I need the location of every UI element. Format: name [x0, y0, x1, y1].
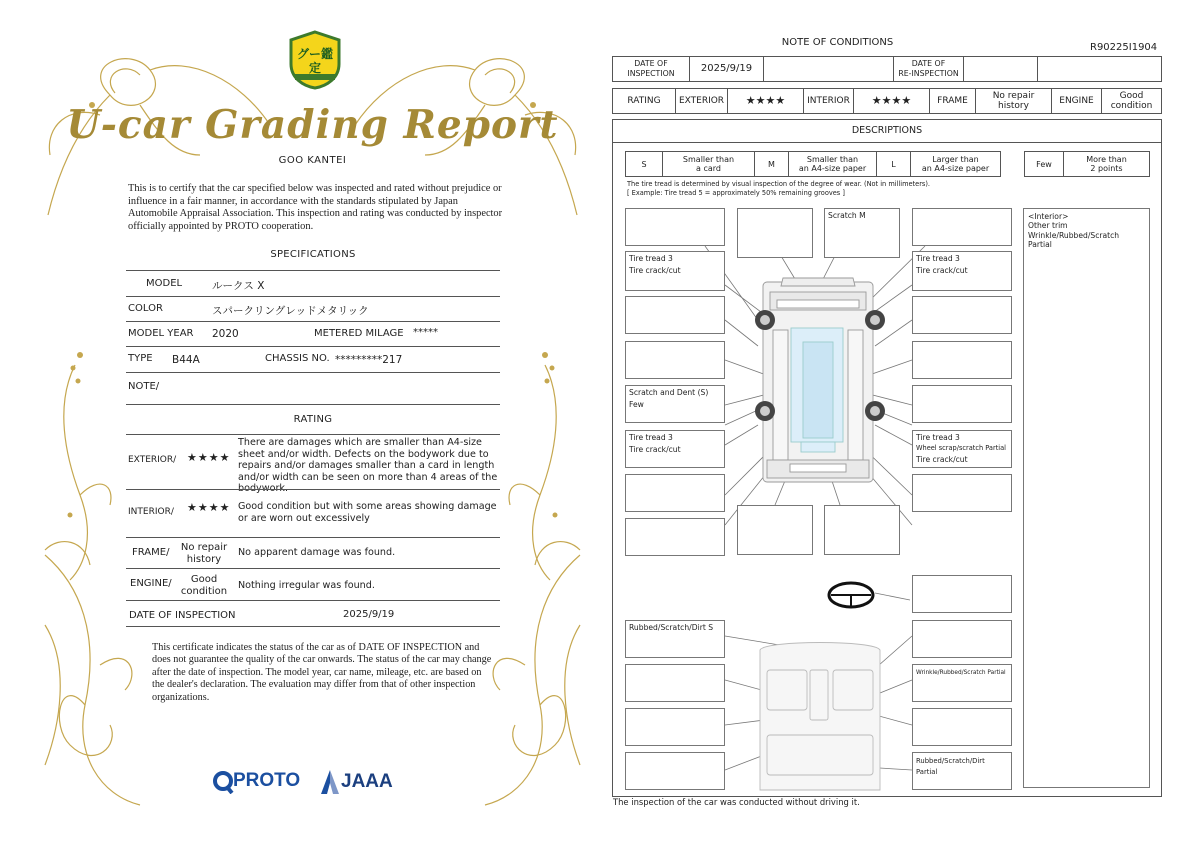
- condition-box-left-side: Scratch and Dent (S) Few: [625, 385, 725, 423]
- date-label-line-2: INSPECTION: [627, 69, 675, 78]
- rating-label: RATING: [627, 96, 661, 106]
- engine-value: [175, 574, 233, 597]
- right-rear-tire-line-1: Tire tread 3: [916, 433, 960, 442]
- divider: [126, 296, 500, 297]
- condition-box-interior-left-4: [625, 752, 725, 790]
- condition-box-right-7: [912, 474, 1012, 512]
- mileage-label: METERED MILAGE: [314, 328, 404, 339]
- grading-certificate: [40, 25, 585, 820]
- certificate-intro: This is to certify that the car specified below was inspected and rated without prejudice or influence in a fair manner, in accordance with the standards stipulated by Japan Automobile Appraisal Association. This inspection and rating was conducted by inspector officially appointed by PROTO cooperation.: [128, 183, 503, 232]
- legend-s-desc-2: a card: [696, 164, 721, 173]
- right-front-tire-line-2: Tire crack/cut: [916, 266, 968, 275]
- frame-value: [175, 542, 233, 565]
- divider: [126, 568, 500, 569]
- exterior-stars: ★★★★: [187, 451, 231, 464]
- divider: [126, 489, 500, 490]
- legend-m-desc-2: an A4-size paper: [798, 164, 867, 173]
- condition-box-interior-right-3: [912, 708, 1012, 746]
- condition-box-interior-left-2: [625, 664, 725, 702]
- divider: [126, 346, 500, 347]
- condition-box-right-5: [912, 385, 1012, 423]
- legend-s: S: [641, 159, 647, 169]
- right-rear-tire-line-2: Wheel scrap/scratch Partial: [916, 444, 1006, 452]
- date-of-inspection-label: DATE OF INSPECTION: [129, 610, 236, 621]
- model-value: ルークス X: [212, 280, 265, 292]
- proto-logo-text: PROTO: [233, 770, 301, 791]
- type-value: B44A: [172, 354, 200, 366]
- left-front-tire-line-2: Tire crack/cut: [629, 266, 681, 275]
- reinspect-label-line-2: RE-INSPECTION: [898, 69, 959, 78]
- left-rear-tire-line-2: Tire crack/cut: [629, 445, 681, 454]
- interior-notes-line-1: <Interior>: [1028, 212, 1069, 221]
- condition-box-interior-dash: Rubbed/Scratch/Dirt S: [625, 620, 725, 658]
- condition-box-left-1: [625, 208, 725, 246]
- model-year-value: 2020: [212, 328, 239, 340]
- rating-heading: RATING: [293, 414, 333, 425]
- right-rear-tire-line-3: Tire crack/cut: [916, 455, 968, 464]
- model-label: MODEL: [146, 278, 183, 289]
- frame-value-line-2: history: [998, 101, 1029, 111]
- frame-label: FRAME: [929, 89, 975, 113]
- divider: [126, 321, 500, 322]
- condition-box-right-front-tire: [912, 251, 1012, 291]
- interior-label: INTERIOR/: [128, 507, 174, 517]
- engine-value-line-2: condition: [180, 585, 228, 597]
- divider: [126, 626, 500, 627]
- condition-box-left-rear-tire: [625, 430, 725, 468]
- interior-stars: ★★★★: [853, 89, 929, 113]
- engine-value-line-2: condition: [1110, 101, 1153, 111]
- legend-l-desc-1: Larger than: [932, 155, 979, 164]
- condition-box-left-7: [625, 474, 725, 512]
- condition-box-interior-seat-right: Wrinkle/Rubbed/Scratch Partial: [912, 664, 1012, 702]
- engine-value-line-1: Good: [1119, 91, 1144, 101]
- engine-value-line-1: Good: [190, 574, 218, 585]
- divider: [126, 600, 500, 601]
- left-rear-tire-line-1: Tire tread 3: [629, 433, 673, 442]
- legend-m-desc-1: Smaller than: [806, 155, 859, 164]
- legend-few-desc-1: More than: [1086, 155, 1127, 164]
- exterior-label: EXTERIOR: [675, 89, 727, 113]
- tire-tread-note-1: The tire tread is determined by visual inspection of the degree of wear. (Not in millimeters).: [627, 180, 931, 188]
- condition-box-interior-left-3: [625, 708, 725, 746]
- color-value: スパークリングレッドメタリック: [212, 305, 369, 317]
- interior-label: INTERIOR: [803, 89, 853, 113]
- descriptions-heading: DESCRIPTIONS: [612, 119, 1162, 143]
- condition-box-right-rear-tire: [912, 430, 1012, 468]
- divider: [126, 404, 500, 405]
- color-label: COLOR: [128, 303, 163, 314]
- steering-wheel-icon: [829, 583, 873, 607]
- condition-box-right-3: [912, 296, 1012, 334]
- exterior-description: There are damages which are smaller than A4-size sheet and/or width. Defects on the bodywork due to repairs and/or damages smaller than a card in length and/or width can be seen on more than 4 areas of the bodywork.: [238, 437, 498, 495]
- condition-box-left-8: [625, 518, 725, 556]
- condition-box-bottom-center: [824, 505, 900, 555]
- exterior-label: EXTERIOR/: [128, 455, 177, 465]
- badge-text: グー鑑定: [296, 47, 333, 75]
- frame-value-line-1: No repair: [992, 91, 1035, 101]
- specifications-heading: SPECIFICATIONS: [270, 249, 356, 260]
- reinspect-label-line-1: DATE OF: [911, 59, 946, 68]
- divider: [126, 372, 500, 373]
- condition-box-left-front-tire: [625, 251, 725, 291]
- left-front-tire-line-1: Tire tread 3: [629, 254, 673, 263]
- model-year-label: MODEL YEAR: [128, 328, 194, 339]
- legend-l-desc-2: an A4-size paper: [921, 164, 990, 173]
- engine-label: ENGINE/: [130, 578, 172, 589]
- condition-box-top-center: Scratch M: [824, 208, 900, 258]
- legend-m: M: [754, 152, 788, 176]
- proto-logo-icon: [212, 770, 234, 794]
- legend-l: L: [876, 152, 910, 176]
- certificate-footer: This certificate indicates the status of the car as of DATE OF INSPECTION and does not guarantee the quality of the car onwards. The status of the car may change after the date of inspection. The model year, car name, mileage, etc. are based on the dealer's declaration. The evaluation may differ from that of other inspection organizations.: [152, 642, 492, 703]
- frame-value-line-1: No repair: [180, 542, 228, 553]
- sheet-title: NOTE OF CONDITIONS: [781, 37, 894, 48]
- engine-description: Nothing irregular was found.: [238, 580, 375, 591]
- sheet-footer: The inspection of the car was conducted without driving it.: [613, 797, 860, 807]
- condition-box-interior-rear-right: Rubbed/Scratch/Dirt Partial: [912, 752, 1012, 790]
- frame-description: No apparent damage was found.: [238, 547, 396, 558]
- legend-few-desc-2: 2 points: [1090, 164, 1123, 173]
- legend-few: Few: [1036, 159, 1052, 169]
- certificate-title: U-car Grading Report: [66, 102, 559, 148]
- interior-notes-line-4: Partial: [1028, 240, 1052, 250]
- interior-description: Good condition but with some areas showing damage or are worn out excessively: [238, 501, 497, 524]
- divider: [126, 434, 500, 435]
- frame-label: FRAME/: [132, 547, 170, 558]
- interior-notes-line-3: Wrinkle/Rubbed/Scratch: [1028, 230, 1120, 240]
- mileage-value: *****: [413, 327, 438, 338]
- right-front-tire-line-1: Tire tread 3: [916, 254, 960, 263]
- chassis-value: *********217: [335, 354, 403, 366]
- condition-box-left-3: [625, 296, 725, 334]
- frame-value-line-2: history: [186, 553, 222, 565]
- divider: [126, 270, 500, 271]
- certificate-subtitle: GOO KANTEI: [278, 155, 347, 166]
- date-label-line-1: DATE OF: [634, 59, 668, 68]
- jaaa-logo-text: JAAA: [341, 771, 393, 792]
- exterior-stars: ★★★★: [727, 89, 803, 113]
- date-of-inspection-value: 2025/9/19: [689, 57, 763, 81]
- interior-stars: ★★★★: [187, 501, 231, 514]
- divider: [126, 537, 500, 538]
- interior-notes-line-2: Other trim: [1028, 221, 1068, 231]
- note-label: NOTE/: [128, 381, 160, 392]
- condition-box-bottom-left: [737, 505, 813, 555]
- type-label: TYPE: [128, 353, 153, 364]
- engine-label: ENGINE: [1051, 89, 1101, 113]
- note-of-conditions-sheet: [605, 30, 1170, 820]
- condition-box-interior-right-1: [912, 620, 1012, 658]
- condition-box-left-4: [625, 341, 725, 379]
- tire-tread-note-2: [ Example: Tire tread 5 = approximately 50% remaining grooves ]: [627, 189, 845, 197]
- condition-box-right-1: [912, 208, 1012, 246]
- condition-box-top-left: [737, 208, 813, 258]
- date-of-inspection-value: 2025/9/19: [343, 609, 395, 620]
- chassis-label: CHASSIS NO.: [265, 353, 330, 364]
- jaaa-logo-icon: [320, 769, 340, 795]
- condition-box-right-4: [912, 341, 1012, 379]
- condition-box-steering: [912, 575, 1012, 613]
- legend-s-desc-1: Smaller than: [682, 155, 735, 164]
- document-id: R90225I1904: [1090, 42, 1158, 53]
